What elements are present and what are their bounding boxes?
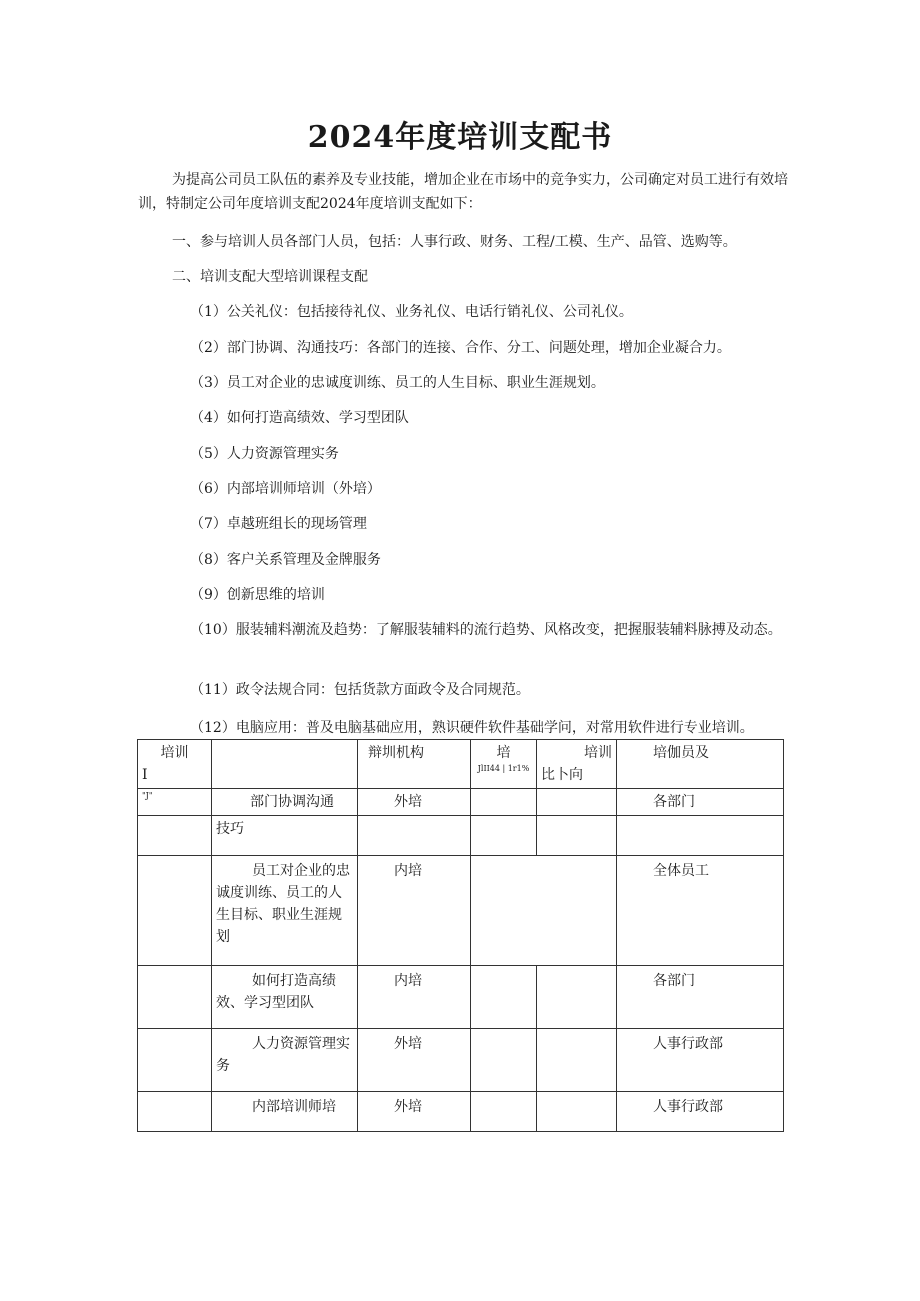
org-cell: 外培 <box>358 1029 471 1092</box>
empty-cell <box>537 789 617 816</box>
topic-cell: 技巧 <box>212 816 358 856</box>
empty-cell <box>537 966 617 1029</box>
course-item: （9）创新思维的培训 <box>190 587 325 603</box>
course-item: （11）政令法规合同：包括货款方面政令及合同规范。 <box>190 682 530 698</box>
topic-cell: 部门协调沟通 <box>212 789 358 816</box>
course-item: （8）客户关系管理及金牌服务 <box>190 552 381 568</box>
header-org: 辩圳机构 <box>358 740 471 789</box>
header-col4: 培 <box>496 745 511 761</box>
empty-cell <box>617 816 784 856</box>
org-cell: 外培 <box>358 789 471 816</box>
table-row <box>138 856 784 966</box>
header-training: 培训 <box>160 745 189 761</box>
empty-cell <box>537 816 617 856</box>
header-cell <box>471 740 537 789</box>
header-cell <box>138 740 212 789</box>
course-item: （4）如何打造高绩效、学习型团队 <box>190 410 409 426</box>
topic-cell: 如何打造高绩效、学习型团队 <box>212 966 358 1029</box>
course-item: （1）公关礼仪：包括接待礼仪、业务礼仪、电话行销礼仪、公司礼仪。 <box>190 304 633 320</box>
course-item: （7）卓越班组长的现场管理 <box>190 516 367 532</box>
training-plan-table <box>137 739 784 1132</box>
table-header-row <box>138 740 784 789</box>
course-item: （3）员工对企业的忠诚度训练、员工的人生目标、职业生涯规划。 <box>190 375 605 391</box>
table-row <box>138 789 784 816</box>
target-cell: 全体员工 <box>617 856 784 966</box>
intro-paragraph: 为提高公司员工队伍的素养及专业技能，增加企业在市场中的竞争实力，公司确定对员工进行有效培训，特制定公司年度培训支配2024年度培训支配如下： <box>138 172 788 212</box>
empty-cell <box>471 789 537 816</box>
target-cell: 人事行政部 <box>617 1029 784 1092</box>
empty-cell <box>138 856 212 966</box>
header-col4-small: JlII44 | 1r1% <box>477 764 530 773</box>
course-item: （2）部门协调、沟通技巧：各部门的连接、合作、分工、问题处理，增加企业凝合力。 <box>190 340 731 356</box>
header-col5: 培训 <box>584 745 612 761</box>
org-cell: 内培 <box>358 856 471 966</box>
header-cell <box>537 740 617 789</box>
empty-cell <box>138 1092 212 1132</box>
table-row <box>138 816 784 856</box>
course-item: （6）内部培训师培训（外培） <box>190 481 381 497</box>
header-target: 培伽员及 <box>617 740 784 789</box>
header-cell <box>212 740 358 789</box>
course-item: （12）电脑应用：普及电脑基础应用，熟识硬件软件基础学问，对常用软件进行专业培训。 <box>190 720 754 736</box>
target-cell: 人事行政部 <box>617 1092 784 1132</box>
topic-cell: 人力资源管理实务 <box>212 1029 358 1092</box>
empty-cell <box>537 1092 617 1132</box>
section-course-plan: 二、培训支配大型培训课程支配 <box>172 269 368 285</box>
table-row <box>138 966 784 1029</box>
topic-cell: 内部培训师培 <box>212 1092 358 1132</box>
empty-cell <box>537 1029 617 1092</box>
empty-cell <box>471 1029 537 1092</box>
course-item: （10）服装辅料潮流及趋势：了解服装辅料的流行趋势、风格改变，把握服装辅料脉搏及动态。 <box>190 622 782 638</box>
empty-cell <box>138 1029 212 1092</box>
target-cell: 各部门 <box>617 966 784 1029</box>
empty-cell <box>471 816 537 856</box>
table-row <box>138 1092 784 1132</box>
header-col5-bottom: 比卜向 <box>541 767 583 783</box>
topic-cell: 员工对企业的忠诚度训练、员工的人生目标、职业生涯规划 <box>212 856 358 966</box>
table-row <box>138 1029 784 1092</box>
empty-cell <box>138 816 212 856</box>
empty-cell <box>471 1092 537 1132</box>
org-cell: 外培 <box>358 1092 471 1132</box>
course-item: （5）人力资源管理实务 <box>190 446 339 462</box>
empty-cell <box>471 856 617 966</box>
section-participants: 一、参与培训人员各部门人员，包括：人事行政、财务、工程/工模、生产、品管、选购等。 <box>172 234 737 250</box>
org-cell: 内培 <box>358 966 471 1029</box>
empty-cell <box>471 966 537 1029</box>
target-cell: 各部门 <box>617 789 784 816</box>
row-mark: "J" <box>138 789 212 816</box>
empty-cell <box>138 966 212 1029</box>
empty-cell <box>358 816 471 856</box>
header-mark: I <box>142 767 148 783</box>
document-title: 2024年度培训支配书 <box>307 120 613 155</box>
